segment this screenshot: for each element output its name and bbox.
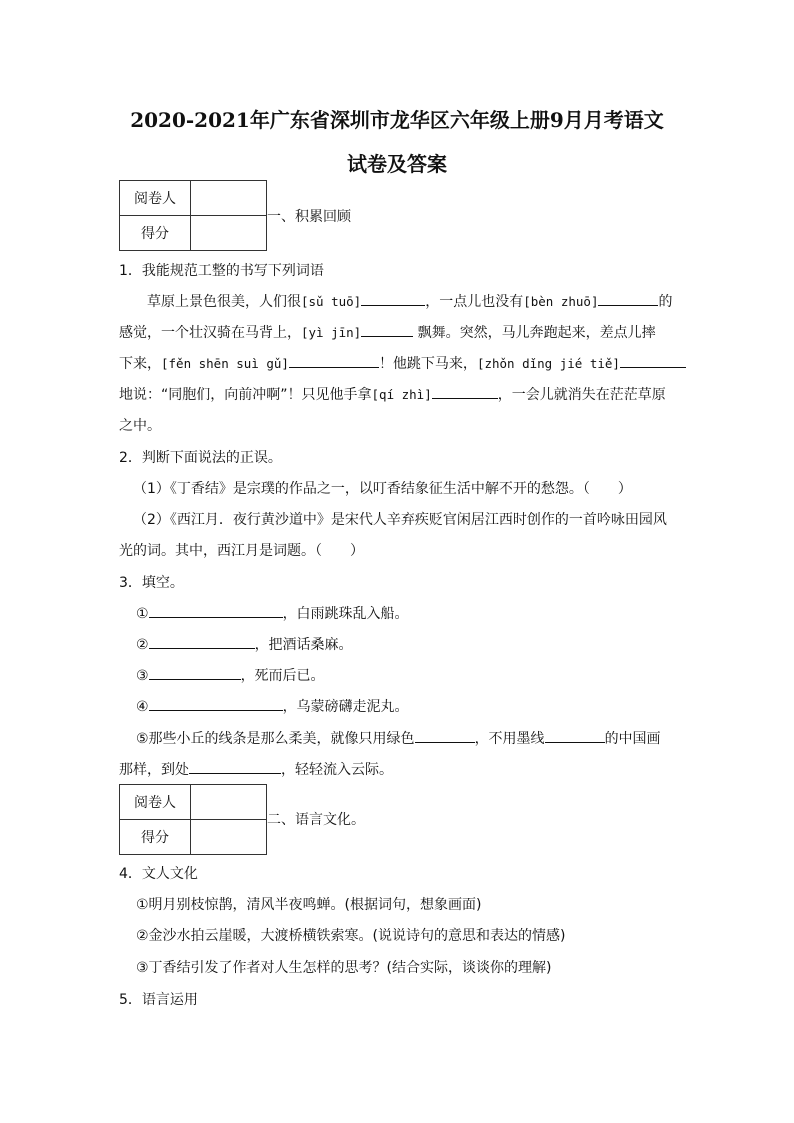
q1-text: 感觉，一个壮汉骑在马背上， [119,325,301,341]
answer-blank[interactable] [361,322,413,337]
q3-item2 [136,634,353,654]
document-title-line2: 试卷及答案 [347,152,447,176]
q5-label: 5．语言运用 [119,992,198,1008]
pinyin-sutuo: [sǔ tuō] [301,294,362,309]
pinyin-zhondingjietie: [zhǒn dǐng jié tiě] [476,356,620,371]
document-title-line1: 2020-2021年广东省深圳市龙华区六年级上册9月月考语文 [130,108,664,132]
q1-text: ，一点儿也没有 [425,294,524,310]
q1-para-line1 [147,291,672,311]
pinyin-benzhuo: [bèn zhuō] [523,294,599,309]
score-cell [191,820,267,855]
q3-text: 的中国画 [604,731,661,747]
score-cell [191,216,267,251]
answer-blank[interactable] [189,759,281,774]
q3-text: 那样，到处 [119,762,189,778]
item-number: ③ [136,668,149,684]
q4-item1: ①明月别枝惊鹊，清风半夜鸣蝉。(根据词句，想象画面) [136,897,482,913]
item-number: ① [136,606,149,622]
q4-item3: ③丁香结引发了作者对人生怎样的思考？(结合实际，谈谈你的理解) [136,960,552,976]
q1-label: 1．我能规范工整的书写下列词语 [119,263,324,279]
reviewer-label: 阅卷人 [120,785,191,820]
pinyin-yijin: [yì jīn] [301,325,362,340]
answer-blank[interactable] [149,634,255,649]
q2-statement1: （1）《丁香结》是宗璞的作品之一，以叮香结象征生活中解不开的愁怨。（ ） [133,481,632,497]
answer-blank[interactable] [289,353,379,368]
q1-para-line4 [119,384,666,404]
answer-blank[interactable] [361,291,425,306]
score-label: 得分 [120,820,191,855]
q1-text: 草原上景色很美，人们很 [147,294,301,310]
q1-text: 地说：“同胞们，向前冲啊”！只见他手拿 [119,387,372,403]
item-number: ② [136,637,149,653]
score-table-section1 [119,180,267,251]
q3-text: ，死而后已。 [240,668,325,684]
answer-blank[interactable] [149,696,283,711]
q4-label: 4．文人文化 [119,866,198,882]
q2-label: 2．判断下面说法的正误。 [119,450,282,466]
q2-statement2-cont: 光的词。其中，西江月是词题。（ ） [119,543,364,559]
q3-item5-cont [119,759,393,779]
score-table-section2 [119,784,267,855]
section2-heading: 二、语言文化。 [267,812,365,828]
q3-item5 [136,728,661,748]
reviewer-cell [191,181,267,216]
q1-para-line2 [119,322,656,342]
q3-item1 [136,603,409,623]
q1-text: ，一会儿就消失在茫茫草原 [497,387,666,403]
pinyin-fenshensuigu: [fěn shēn suì gǔ] [161,356,289,371]
item-number: ④ [136,699,149,715]
answer-blank[interactable] [149,665,241,680]
reviewer-cell [191,785,267,820]
answer-blank[interactable] [432,384,498,399]
section1-heading: 一、积累回顾 [267,209,351,225]
q1-text: 下来， [119,356,161,372]
q3-text: ⑤那些小丘的线条是那么柔美，就像只用绿色 [136,731,415,747]
answer-blank[interactable] [415,728,475,743]
reviewer-label: 阅卷人 [120,181,191,216]
q2-statement2: （2）《西江月．夜行黄沙道中》是宋代人辛弃疾贬官闲居江西时创作的一首吟咏田园风 [133,512,667,528]
answer-blank[interactable] [149,603,283,618]
score-label: 得分 [120,216,191,251]
q1-text: ！他跳下马来， [378,356,477,372]
q4-item2: ②金沙水拍云崖暖，大渡桥横铁索寒。(说说诗句的意思和表达的情感) [136,928,566,944]
q1-para-line5: 之中。 [119,418,161,434]
q1-text: 的 [658,294,673,310]
q3-item4 [136,696,409,716]
q1-para-line3 [119,353,686,373]
answer-blank[interactable] [598,291,658,306]
q3-item3 [136,665,325,685]
answer-blank[interactable] [545,728,605,743]
q3-label: 3．填空。 [119,575,184,591]
pinyin-qizhi: [qí zhì] [371,387,432,402]
q3-text: ，乌蒙磅礴走泥丸。 [282,699,409,715]
q3-text: ，白雨跳珠乱入船。 [282,606,409,622]
q3-text: ，把酒话桑麻。 [254,637,353,653]
q3-text: ，轻轻流入云际。 [281,762,393,778]
q1-text: 飘舞。突然，马儿奔跑起来，差点儿摔 [417,325,656,341]
q3-text: ，不用墨线 [474,731,545,747]
answer-blank[interactable] [620,353,686,368]
